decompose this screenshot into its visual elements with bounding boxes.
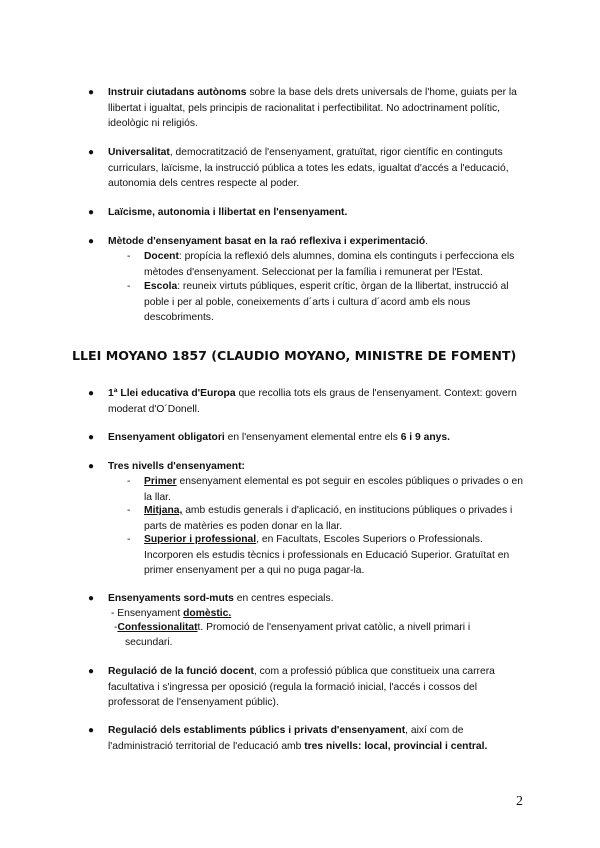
sub-superior bbox=[127, 532, 527, 579]
bullet-dot: ● bbox=[88, 461, 95, 472]
dash: - bbox=[127, 534, 131, 545]
text: , com a professió pública que constitueix una carrera facultativa i s'ingressa per oposició (regula la formació inicial, l'accés i cossos del professorat de l'ensenyament públic). bbox=[108, 666, 495, 709]
bullet-dot: ● bbox=[88, 725, 95, 736]
bullet-dot: ● bbox=[88, 207, 95, 218]
text: t. Promoció de l'ensenyament privat catòlic, a nivell primari i bbox=[197, 622, 471, 633]
text: en l'ensenyament elemental entre els bbox=[224, 432, 401, 443]
bold-text: Laïcisme, autonomia i llibertat en l'ensenyament. bbox=[108, 207, 348, 218]
bullet-dot: ● bbox=[88, 147, 95, 158]
bullet-obligatori bbox=[88, 430, 531, 446]
text: . bbox=[425, 236, 429, 247]
text: secundari. bbox=[125, 637, 173, 648]
underlined-text: Confessionalitat bbox=[117, 622, 198, 633]
text: amb estudis generals i d'aplicació, en institucions públiques o privades i parts de matèries es poden donar en la llar. bbox=[144, 505, 513, 532]
underlined-text: Superior i professional bbox=[144, 534, 257, 545]
bullet-dot: ● bbox=[88, 666, 95, 677]
bullet-dot: ● bbox=[88, 593, 95, 604]
bold-text: Mètode d'ensenyament basat en la raó reflexiva i experimentació bbox=[108, 236, 426, 247]
sub-mitjana bbox=[127, 503, 527, 534]
text: sobre la base dels drets universals de l'home, guiats per la llibertat i igualtat, pels principis de racionalitat i perfectibilitat. No adoctrinament polític, ideològic ni religiós. bbox=[108, 87, 517, 130]
bold-text: Tres nivells d'ensenyament: bbox=[108, 461, 245, 472]
sub-docent bbox=[127, 249, 527, 280]
bold-text: Ensenyament obligatori bbox=[108, 432, 225, 443]
bullet-dot: ● bbox=[88, 236, 95, 247]
bold-text: Ensenyaments sord-muts bbox=[108, 593, 234, 604]
bold-text: Universalitat bbox=[108, 147, 170, 158]
text: : reuneix virtuts públiques, esperit crític, òrgan de la llibertat, instrucció al poble i per al poble, coneixements d´arts i cultura d´acord amb els nous descobriments. bbox=[144, 281, 509, 324]
bullet-universalitat bbox=[88, 145, 531, 192]
page-number: 2 bbox=[516, 794, 523, 809]
dash: - bbox=[127, 281, 131, 292]
underlined-text: Mitjana, bbox=[144, 505, 183, 516]
bold-text: 1ª Llei educativa d'Europa bbox=[108, 388, 236, 399]
bullet-metode bbox=[88, 234, 531, 250]
underlined-text: Primer bbox=[144, 476, 177, 487]
text: , democratització de l'ensenyament, gratuïtat, rigor científic en continguts curriculars, laïcisme, la instrucció pública a totes les edats, igualtat d'accés a l'educació, autonomia dels centres respecte al poder. bbox=[108, 147, 509, 190]
bullet-establiments bbox=[88, 723, 531, 754]
bullet-dot: ● bbox=[88, 87, 95, 98]
text: - Ensenyament bbox=[111, 608, 184, 619]
text: que recollia tots els graus de l'ensenyament. Context: govern moderat d'O´Donell. bbox=[108, 388, 517, 415]
section-heading: LLEI MOYANO 1857 (CLAUDIO MOYANO, MINISTRE DE FOMENT) bbox=[72, 348, 517, 363]
bold-text: Escola bbox=[144, 281, 178, 292]
bold-text: Regulació dels establiments públics i privats d'ensenyament bbox=[108, 725, 406, 736]
sub-primer bbox=[127, 474, 527, 505]
bullet-laicisme bbox=[88, 205, 531, 221]
bold-text: 6 i 9 anys. bbox=[400, 432, 450, 443]
text: en centres especials. bbox=[233, 593, 334, 604]
bullet-dot: ● bbox=[88, 388, 95, 399]
bold-text: tres nivells: local, provincial i central. bbox=[304, 740, 488, 752]
dash: - bbox=[127, 476, 131, 487]
line-secundari bbox=[125, 635, 173, 651]
bullet-sord-muts bbox=[88, 591, 531, 607]
text: : propícia la reflexió dels alumnes, domina els continguts i perfecciona els mètodes d'ensenyament. Seleccionat per la família i remunerat per l'Estat. bbox=[144, 251, 515, 278]
bullet-primera-llei bbox=[88, 386, 531, 417]
dash: - bbox=[127, 505, 131, 516]
dash: - bbox=[114, 622, 118, 633]
bullet-instruir bbox=[88, 85, 531, 132]
bold-text: Instruir ciutadans autònoms bbox=[108, 87, 247, 98]
text: , així com de l'administració territorial de l'educació amb bbox=[108, 725, 464, 752]
line-confessionalitat bbox=[114, 620, 470, 636]
text: , en Facultats, Escoles Superiors o Professionals. Incorporen els estudis tècnics i professionals en Educació Superior. Gratuïtat en primer ensenyament per a qui no puga pagar-la. bbox=[144, 534, 510, 577]
underlined-text: domèstic. bbox=[183, 608, 232, 619]
bullet-tres-nivells bbox=[88, 459, 531, 475]
dash: - bbox=[127, 251, 131, 262]
bullet-funcio-docent bbox=[88, 664, 531, 711]
bold-text: Regulació de la funció docent bbox=[108, 666, 254, 677]
sub-escola bbox=[127, 279, 527, 326]
bullet-dot: ● bbox=[88, 432, 95, 443]
text: ensenyament elemental es pot seguir en escoles públiques o privades o en la llar. bbox=[144, 476, 523, 503]
bold-text: Docent bbox=[144, 251, 179, 262]
